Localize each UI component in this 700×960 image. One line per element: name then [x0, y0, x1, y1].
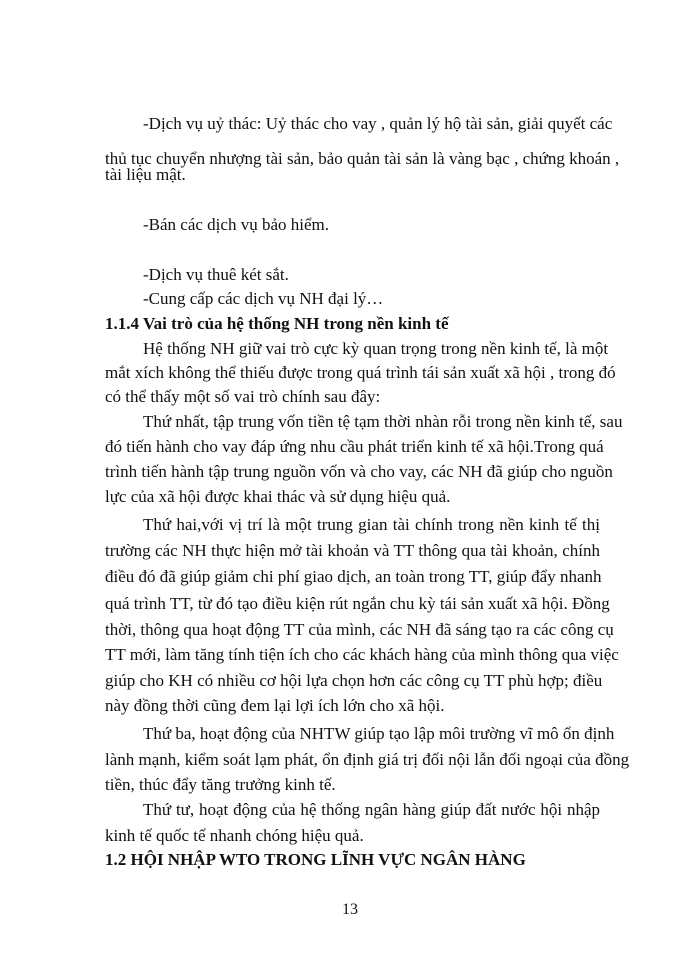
- service-line-1: -Dịch vụ uỷ thác: Uỷ thác cho vay , quản lý hộ tài sản, giải quyết các: [143, 114, 613, 133]
- intro-line-3: có thể thấy một số vai trò chính sau đây:: [105, 387, 381, 406]
- second-line-1: Thứ hai,với vị trí là một trung gian tài chính trong nền kinh tế thị: [143, 515, 600, 534]
- first-line-3: trình tiến hành tập trung nguồn vốn và cho vay, các NH đã giúp cho nguồn: [105, 462, 613, 481]
- page-number: 13: [342, 901, 358, 918]
- next-section-heading: 1.2 HỘI NHẬP WTO TRONG LĨNH VỰC NGÂN HÀNG: [105, 850, 526, 869]
- first-line-2: đó tiến hành cho vay đáp ứng nhu cầu phát triển kinh tế xã hội.Trong quá: [105, 437, 604, 456]
- second-line-2: trường các NH thực hiện mở tài khoản và TT thông qua tài khoản, chính: [105, 541, 600, 560]
- first-line-1: Thứ nhất, tập trung vốn tiền tệ tạm thời nhàn rỗi trong nền kinh tế, sau: [143, 412, 623, 431]
- intro-line-1: Hệ thống NH giữ vai trò cực kỳ quan trọng trong nền kinh tế, là một: [143, 339, 609, 358]
- fourth-line-2: kinh tế quốc tế nhanh chóng hiệu quả.: [105, 826, 364, 845]
- service-line-2: thủ tục chuyển nhượng tài sản, bảo quản tài sản là vàng bạc , chứng khoán ,: [105, 149, 620, 168]
- second-line-3: điều đó đã giúp giảm chi phí giao dịch, an toàn trong TT, giúp đẩy nhanh: [105, 567, 602, 586]
- section-heading: 1.1.4 Vai trò của hệ thống NH trong nền kinh tế: [105, 314, 449, 333]
- service-line-3: tài liệu mật.: [105, 165, 186, 184]
- second-line-4: quá trình TT, từ đó tạo điều kiện rút ngắn chu kỳ tái sản xuất xã hội. Đồng: [105, 594, 610, 613]
- service-insurance: -Bán các dịch vụ bảo hiểm.: [143, 215, 329, 234]
- second-line-5: thời, thông qua hoạt động TT của mình, các NH đã sáng tạo ra các công cụ: [105, 620, 614, 639]
- first-line-4: lực của xã hội được khai thác và sử dụng hiệu quả.: [105, 487, 451, 506]
- third-line-1: Thứ ba, hoạt động của NHTW giúp tạo lập môi trường vĩ mô ổn định: [143, 724, 615, 743]
- service-agency: -Cung cấp các dịch vụ NH đại lý…: [143, 289, 384, 308]
- fourth-line-1: Thứ tư, hoạt động của hệ thống ngân hàng giúp đất nước hội nhập: [143, 800, 600, 819]
- third-line-2: lành mạnh, kiểm soát lạm phát, ổn định giá trị đối nội lẫn đối ngoại của đồng: [105, 750, 630, 769]
- second-line-8: này đồng thời cũng đem lại lợi ích lớn cho xã hội.: [105, 696, 445, 715]
- intro-line-2: mắt xích không thể thiếu được trong quá trình tái sản xuất xã hội , trong đó: [105, 363, 616, 382]
- third-line-3: tiền, thúc đẩy tăng trưởng kinh tế.: [105, 775, 336, 794]
- service-safe-deposit: -Dịch vụ thuê két sắt.: [143, 265, 289, 284]
- second-line-6: TT mới, làm tăng tính tiện ích cho các khách hàng của mình thông qua việc: [105, 645, 619, 664]
- second-line-7: giúp cho KH có nhiều cơ hội lựa chọn hơn các công cụ TT phù hợp; điều: [105, 671, 603, 690]
